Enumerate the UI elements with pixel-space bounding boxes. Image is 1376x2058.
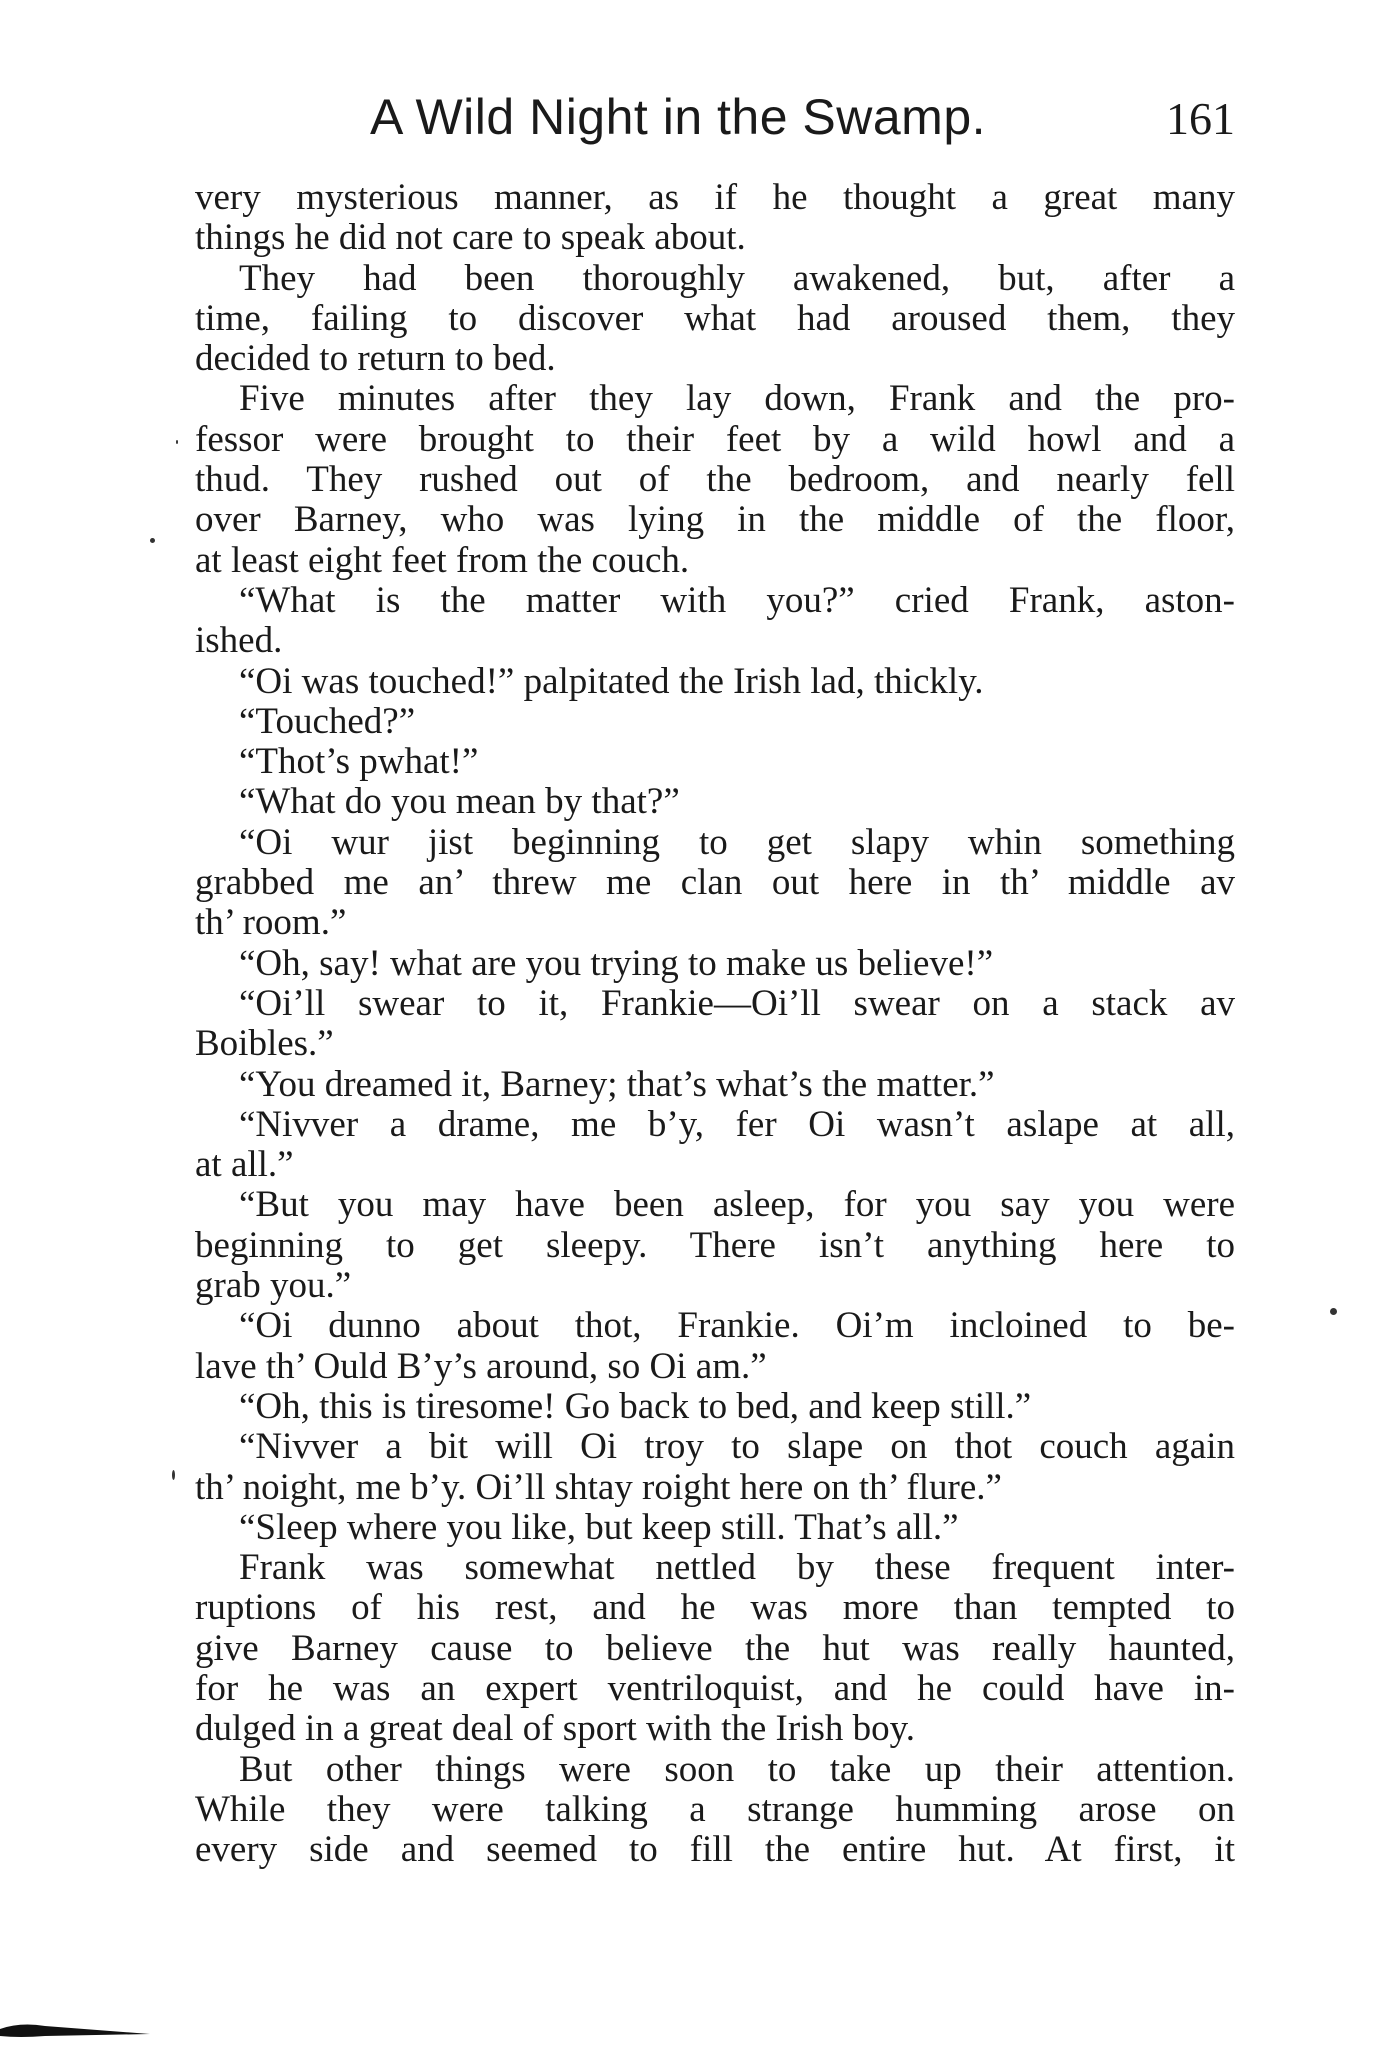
text-line: “Nivver a bit will Oi troy to slape on thot couch again <box>239 1427 1235 1468</box>
text-line: “What do you mean by that?” <box>239 782 680 823</box>
text-line: things he did not care to speak about. <box>195 218 746 259</box>
text-line: “Sleep where you like, but keep still. That’s all.” <box>239 1507 959 1548</box>
page-number: 161 <box>1166 93 1235 144</box>
text-line: ished. <box>195 621 283 662</box>
text-line: grab you.” <box>195 1266 352 1307</box>
text-line: “Oi was touched!” palpitated the Irish lad, thickly. <box>239 661 984 702</box>
text-line: “You dreamed it, Barney; that’s what’s the matter.” <box>239 1064 995 1105</box>
text-line: thud. They rushed out of the bedroom, and nearly fell <box>195 460 1235 501</box>
text-line: While they were talking a strange humming arose on <box>195 1789 1235 1830</box>
text-line: decided to return to bed. <box>195 339 556 380</box>
text-line: give Barney cause to believe the hut was really haunted, <box>195 1628 1235 1669</box>
running-title: A Wild Night in the Swamp. <box>370 89 987 145</box>
text-line: grabbed me an’ threw me clan out here in th’ middle av <box>195 863 1235 904</box>
text-line: lave th’ Ould B’y’s around, so Oi am.” <box>195 1346 767 1387</box>
text-line: “Oh, this is tiresome! Go back to bed, and keep still.” <box>239 1386 1032 1427</box>
text-line: “Oi dunno about thot, Frankie. Oi’m incloined to be- <box>239 1306 1235 1347</box>
margin-speck <box>150 538 155 543</box>
page-edge-shadow <box>0 2020 150 2038</box>
body-text <box>195 178 1235 1870</box>
text-line: But other things were soon to take up their attention. <box>239 1749 1235 1790</box>
text-line: beginning to get sleepy. There isn’t anything here to <box>195 1225 1235 1266</box>
text-line: “Thot’s pwhat!” <box>239 742 479 783</box>
text-line: every side and seemed to fill the entire hut. At first, it <box>195 1830 1235 1871</box>
text-line: Boibles.” <box>195 1024 334 1065</box>
margin-speck <box>176 440 178 444</box>
text-line: for he was an expert ventriloquist, and he could have in- <box>195 1668 1235 1709</box>
margin-speck <box>172 1470 175 1480</box>
margin-speck <box>1330 1308 1337 1315</box>
text-line: at all.” <box>195 1145 294 1186</box>
text-line: th’ noight, me b’y. Oi’ll shtay roight here on th’ flure.” <box>195 1467 1002 1508</box>
text-line: “Nivver a drame, me b’y, fer Oi wasn’t aslape at all, <box>239 1104 1235 1145</box>
text-line: “Oi wur jist beginning to get slapy whin something <box>239 822 1235 863</box>
text-line: Five minutes after they lay down, Frank and the pro- <box>239 379 1235 420</box>
text-line: dulged in a great deal of sport with the Irish boy. <box>195 1709 915 1750</box>
text-line: “Oh, say! what are you trying to make us believe!” <box>239 943 994 984</box>
text-line: time, failing to discover what had aroused them, they <box>195 298 1235 339</box>
text-line: over Barney, who was lying in the middle of the floor, <box>195 500 1235 541</box>
text-line: “Oi’ll swear to it, Frankie—Oi’ll swear on a stack av <box>239 983 1235 1024</box>
text-line: They had been thoroughly awakened, but, after a <box>239 258 1235 299</box>
text-line: “Touched?” <box>239 701 416 742</box>
text-line: “But you may have been asleep, for you say you were <box>239 1185 1235 1226</box>
text-line: th’ room.” <box>195 903 347 944</box>
text-line: ruptions of his rest, and he was more than tempted to <box>195 1588 1235 1629</box>
running-head <box>195 88 1235 158</box>
text-line: “What is the matter with you?” cried Frank, aston- <box>239 580 1235 621</box>
text-line: Frank was somewhat nettled by these frequent inter- <box>239 1548 1235 1589</box>
text-line: at least eight feet from the couch. <box>195 540 690 581</box>
text-line: very mysterious manner, as if he thought a great many <box>195 178 1235 218</box>
text-line: fessor were brought to their feet by a wild howl and a <box>195 419 1235 460</box>
